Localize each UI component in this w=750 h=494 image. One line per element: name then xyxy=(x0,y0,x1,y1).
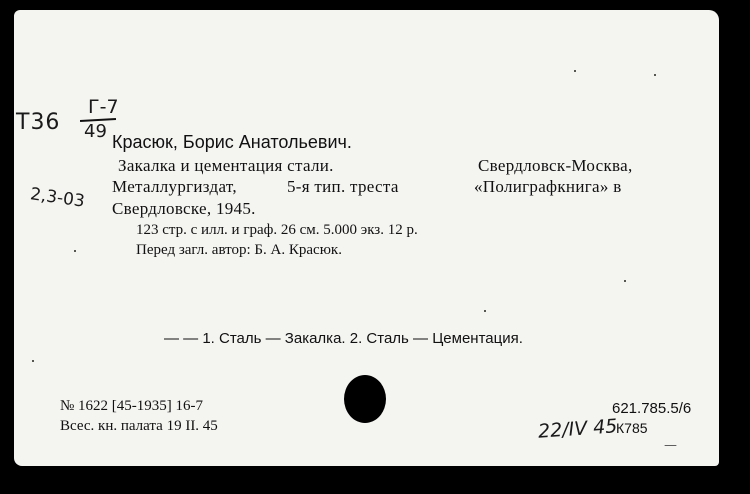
publisher: Металлургиздат, xyxy=(112,177,237,196)
speck xyxy=(654,74,656,76)
handwritten-date: 22/IV 45 xyxy=(537,415,619,443)
shelf-mark-denominator: 49 xyxy=(84,121,107,142)
handwritten-mark: — xyxy=(664,438,677,453)
chamber-imprint: Всес. кн. палата 19 II. 45 xyxy=(60,418,218,434)
subject-headings: — — 1. Сталь — Закалка. 2. Сталь — Цементация. xyxy=(164,330,523,347)
shelf-mark-numerator: Г-7 xyxy=(88,96,119,118)
speck xyxy=(574,70,576,72)
udc-class: 621.785.5/6 xyxy=(612,400,692,417)
author-heading: Красюк, Борис Анатольевич. xyxy=(112,132,352,152)
handwritten-note-left: 2,3-03 xyxy=(28,184,86,212)
place-line: Свердловск-Москва, xyxy=(478,156,633,175)
collation-line: 123 стр. с илл. и граф. 26 см. 5.000 экз. 12 р. xyxy=(136,222,418,238)
catalog-card xyxy=(14,10,719,466)
card-punch-hole xyxy=(344,375,386,423)
printer-trust: «Полиграфкнига» в xyxy=(474,177,622,196)
speck xyxy=(74,250,76,252)
printer: 5-я тип. треста xyxy=(287,177,399,196)
imprint-year: Свердловске, 1945. xyxy=(112,199,256,218)
registration-number: № 1622 [45-1935] 16-7 xyxy=(60,398,204,414)
speck xyxy=(32,360,34,362)
speck xyxy=(484,310,486,312)
shelf-code: Т36 xyxy=(16,110,61,135)
cutter-number: К785 xyxy=(616,420,648,436)
title-line: Закалка и цементация стали. xyxy=(118,156,334,175)
speck xyxy=(624,280,626,282)
author-note: Перед загл. автор: Б. А. Красюк. xyxy=(136,242,342,258)
